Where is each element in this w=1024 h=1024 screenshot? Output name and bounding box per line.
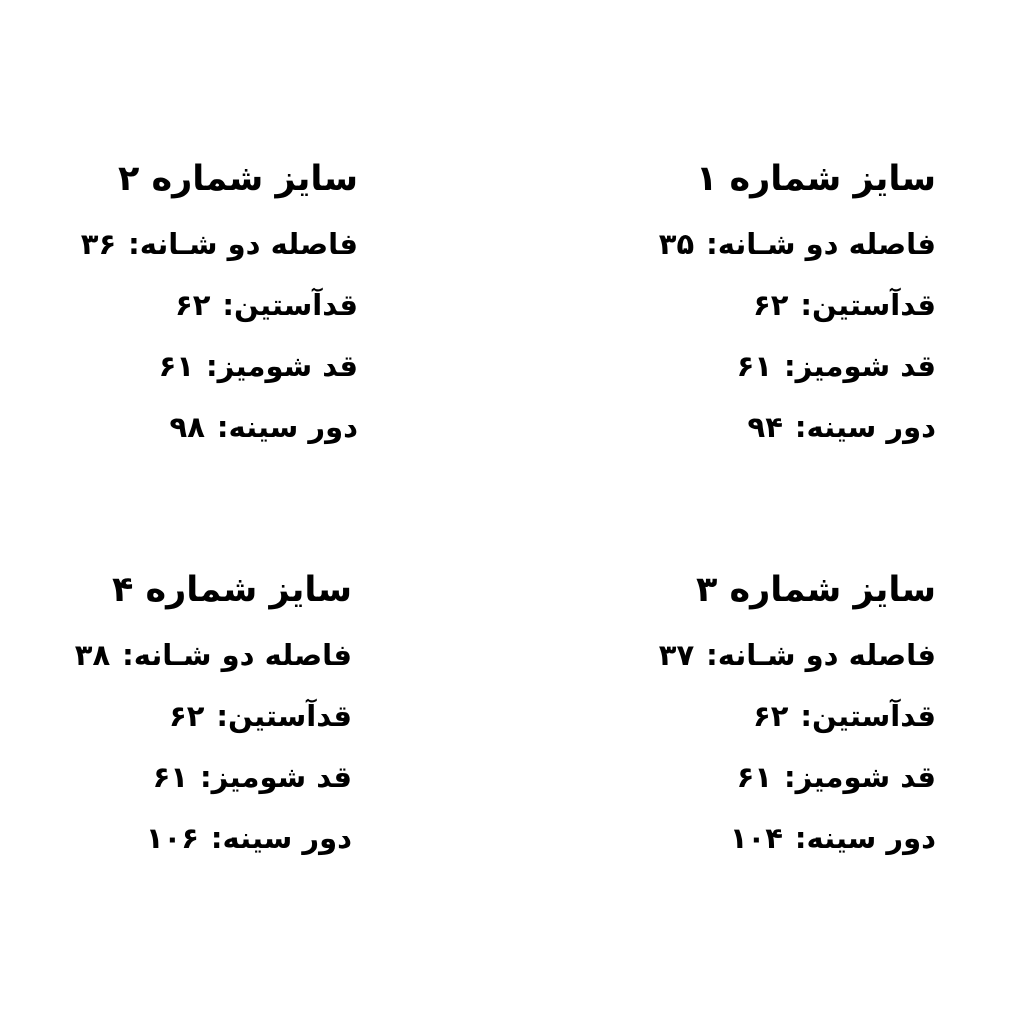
spec-row-shoulder-width	[576, 625, 936, 686]
spec-label: قد شومیز:	[784, 760, 936, 794]
size-card-title: سایز شماره ۳	[695, 570, 936, 610]
size-card-2	[0, 152, 358, 458]
spec-row-blouse-length	[576, 336, 936, 397]
spec-value: ۶۲	[169, 699, 205, 733]
spec-row-sleeve-length	[0, 686, 352, 747]
spec-row-shoulder-width	[576, 214, 936, 275]
spec-label: دور سینه:	[216, 410, 358, 444]
spec-value: ۳۸	[74, 638, 111, 672]
spec-label: فاصله دو شـانه:	[706, 638, 936, 672]
spec-value: ۶۱	[736, 760, 773, 794]
spec-row-shoulder-width	[0, 214, 358, 275]
spec-value: ۳۶	[80, 227, 117, 261]
spec-row-blouse-length	[0, 336, 358, 397]
spec-value: ۹۸	[169, 410, 205, 444]
spec-row-blouse-length	[576, 747, 936, 808]
spec-value: ۶۱	[158, 349, 195, 383]
spec-label: فاصله دو شـانه:	[128, 227, 358, 261]
spec-row-blouse-length	[0, 747, 352, 808]
spec-value: ۳۷	[658, 638, 695, 672]
spec-row-sleeve-length	[576, 686, 936, 747]
spec-row-shoulder-width	[0, 625, 352, 686]
spec-label: دور سینه:	[210, 821, 352, 855]
spec-row-chest	[576, 397, 936, 458]
spec-row-sleeve-length	[576, 275, 936, 336]
spec-value: ۱۰۶	[145, 821, 199, 855]
spec-label: دور سینه:	[794, 410, 936, 444]
spec-value: ۶۲	[753, 288, 789, 322]
spec-value: ۱۰۴	[729, 821, 783, 855]
spec-label: قد شومیز:	[206, 349, 358, 383]
spec-value: ۶۱	[152, 760, 189, 794]
spec-row-chest	[576, 808, 936, 869]
size-card-title: سایز شماره ۱	[695, 159, 936, 199]
size-card-title: سایز شماره ۲	[117, 159, 358, 199]
spec-value: ۶۲	[753, 699, 789, 733]
spec-label: قدآستین:	[222, 288, 358, 322]
spec-label: دور سینه:	[794, 821, 936, 855]
spec-row-chest	[0, 397, 358, 458]
size-card-title: سایز شماره ۴	[111, 570, 352, 610]
spec-label: قد شومیز:	[200, 760, 352, 794]
spec-value: ۹۴	[747, 410, 783, 444]
size-card-3	[576, 563, 936, 869]
spec-value: ۶۱	[736, 349, 773, 383]
spec-label: فاصله دو شـانه:	[122, 638, 352, 672]
spec-label: قدآستین:	[800, 288, 936, 322]
spec-row-sleeve-length	[0, 275, 358, 336]
size-card-4	[0, 563, 352, 869]
spec-label: قد شومیز:	[784, 349, 936, 383]
spec-label: قدآستین:	[800, 699, 936, 733]
spec-value: ۶۲	[175, 288, 211, 322]
spec-label: قدآستین:	[216, 699, 352, 733]
spec-value: ۳۵	[658, 227, 695, 261]
size-card-1	[576, 152, 936, 458]
spec-label: فاصله دو شـانه:	[706, 227, 936, 261]
spec-row-chest	[0, 808, 352, 869]
